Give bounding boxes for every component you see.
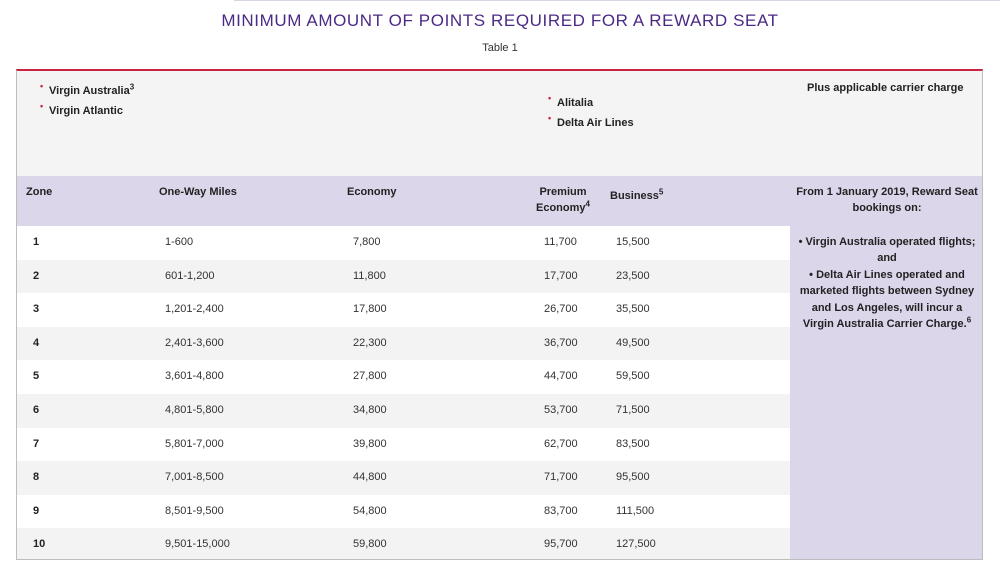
table-row [17, 495, 790, 529]
bullet-icon: • [40, 81, 44, 91]
footnote-ref: 5 [658, 187, 664, 197]
table-row [17, 293, 790, 327]
header-premium-line1: Premium [539, 186, 587, 198]
footnote-ref: 3 [129, 82, 135, 92]
cell-miles: 3,601-4,800 [165, 370, 224, 383]
cell-business: 59,500 [616, 370, 650, 383]
cell-premium: 95,700 [544, 538, 578, 551]
cell-miles: 9,501-15,000 [165, 538, 230, 551]
cell-economy: 44,800 [353, 471, 387, 484]
cell-economy: 34,800 [353, 403, 387, 416]
cell-zone: 3 [33, 303, 40, 316]
cell-premium: 53,700 [544, 403, 578, 416]
cell-economy: 22,300 [353, 336, 387, 349]
table-caption: Table 1 [482, 42, 518, 54]
bullet-icon: • [548, 113, 552, 123]
cell-business: 15,500 [616, 236, 650, 248]
cell-miles: 2,401-3,600 [165, 336, 224, 349]
carrier-charge-note: Plus applicable carrier charge [807, 82, 964, 94]
cell-zone: 9 [33, 504, 40, 517]
airline-delta [548, 113, 634, 129]
table-body [17, 226, 790, 560]
cell-miles: 601-1,200 [165, 269, 215, 282]
cell-miles: 7,001-8,500 [165, 471, 224, 484]
airline-virgin-australia [40, 81, 135, 97]
cell-business: 127,500 [616, 538, 656, 551]
header-zone: Zone [26, 186, 53, 198]
cell-zone: 7 [33, 437, 40, 450]
cell-premium: 36,700 [544, 336, 578, 349]
airline-name: Virgin Australia [49, 85, 130, 97]
cell-economy: 54,800 [353, 504, 387, 517]
cell-miles: 5,801-7,000 [165, 437, 224, 450]
cell-premium: 62,700 [544, 437, 578, 450]
top-divider [234, 0, 1000, 1]
cell-premium: 17,700 [544, 269, 578, 282]
airline-name: Virgin Atlantic [49, 105, 123, 117]
header-one-way-miles: One-Way Miles [159, 186, 237, 198]
cell-business: 83,500 [616, 437, 650, 450]
header-premium-line2: Economy [536, 202, 586, 214]
cell-economy: 27,800 [353, 370, 387, 383]
cell-economy: 7,800 [353, 236, 381, 248]
side-note-line2-wrap [798, 267, 976, 333]
cell-miles: 1,201-2,400 [165, 303, 224, 316]
airline-virgin-atlantic [40, 101, 123, 117]
airline-name: Delta Air Lines [557, 117, 634, 129]
table-row [17, 327, 790, 361]
carrier-charge-panel [790, 226, 983, 560]
cell-business: 49,500 [616, 336, 650, 349]
page-title: MINIMUM AMOUNT OF POINTS REQUIRED FOR A REWARD SEAT [221, 11, 779, 30]
cell-economy: 39,800 [353, 437, 387, 450]
airline-band [17, 71, 983, 176]
cell-premium: 11,700 [544, 236, 577, 248]
carrier-charge-text [798, 234, 976, 332]
table-row [17, 226, 790, 260]
table-row [17, 260, 790, 294]
table-row [17, 461, 790, 495]
cell-zone: 6 [33, 403, 40, 416]
side-note-line1: • Virgin Australia operated flights; and [798, 236, 976, 265]
cell-business: 35,500 [616, 303, 650, 316]
cell-business: 111,500 [616, 504, 655, 517]
header-premium-economy [536, 184, 590, 216]
side-note-line2: • Delta Air Lines operated and marketed flights between Sydney and Los Angeles, will incur a Virgin Australia Carrier Charge. [799, 268, 975, 331]
table-row [17, 528, 790, 560]
cell-premium: 71,700 [544, 471, 578, 484]
header-premium-line2-wrap [536, 200, 590, 216]
header-business [610, 188, 663, 204]
cell-zone: 2 [33, 269, 40, 282]
cell-zone: 1 [33, 236, 40, 248]
cell-miles: 8,501-9,500 [165, 504, 224, 517]
airline-name: Alitalia [557, 97, 594, 109]
cell-miles: 1-600 [165, 236, 194, 248]
cell-zone: 5 [33, 370, 40, 383]
cell-economy: 59,800 [353, 538, 387, 551]
cell-premium: 44,700 [544, 370, 578, 383]
footnote-ref: 4 [585, 199, 590, 209]
cell-premium: 26,700 [544, 303, 578, 316]
table-row [17, 428, 790, 462]
header-economy: Economy [347, 186, 397, 198]
table-row [17, 394, 790, 428]
reward-points-table [16, 69, 983, 560]
cell-business: 23,500 [616, 269, 650, 282]
cell-zone: 4 [33, 336, 40, 349]
side-note-header: From 1 January 2019, Reward Seat bookings on: [796, 186, 978, 214]
footnote-ref: 6 [966, 315, 972, 325]
cell-premium: 83,700 [544, 504, 578, 517]
bullet-icon: • [548, 93, 552, 103]
cell-zone: 10 [33, 538, 46, 551]
airline-alitalia [548, 93, 594, 109]
cell-zone: 8 [33, 471, 40, 484]
cell-business: 71,500 [616, 403, 650, 416]
bullet-icon: • [40, 101, 44, 111]
header-business-label: Business [610, 190, 659, 202]
cell-miles: 4,801-5,800 [165, 403, 224, 416]
cell-economy: 11,800 [353, 269, 386, 282]
cell-business: 95,500 [616, 471, 650, 484]
cell-economy: 17,800 [353, 303, 387, 316]
table-row [17, 360, 790, 394]
